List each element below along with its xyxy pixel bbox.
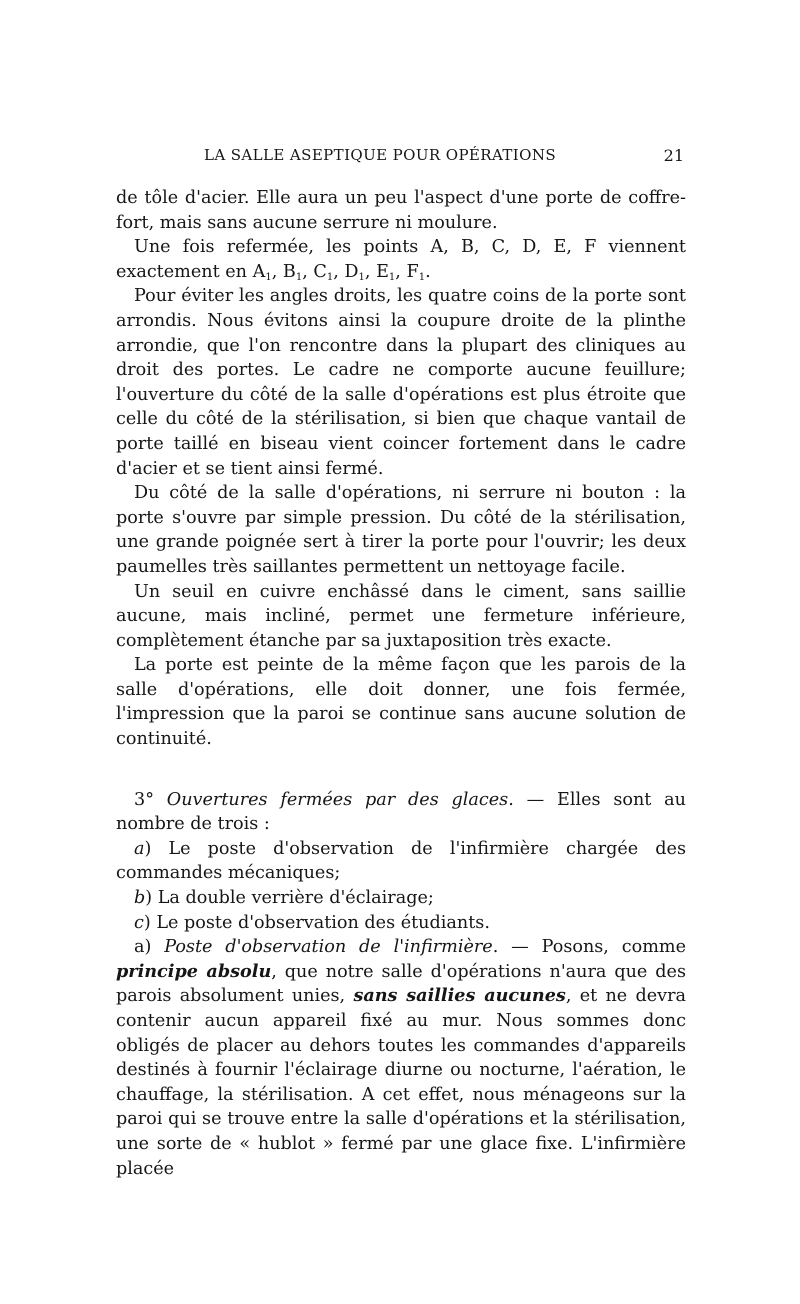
- paragraph-points: Une fois refermée, les points A, B, C, D, E, F viennent exactement en $A_1$, $B_1$, $C_1$, $D_1$, $E_1$, $F_1$.: [116, 237, 686, 283]
- page-number: 21: [663, 146, 684, 165]
- paragraph-continuation: de tôle d'acier. Elle aura un peu l'aspect d'une porte de coffre-fort, mais sans aucune serrure ni moulure.: [116, 188, 686, 233]
- point-e1: $E_1$: [376, 261, 396, 283]
- body-text: [116, 186, 686, 1181]
- running-title: LA SALLE ASEPTIQUE POUR OPÉRATIONS: [204, 146, 557, 164]
- point-f1: $F_1$: [406, 261, 426, 283]
- paragraph-corners: Pour éviter les angles droits, les quatre coins de la porte sont arrondis. Nous évitons ainsi la coupure droite de la plinthe arrondie, que l'on rencontre dans la plupart des cliniques au droit des portes. Le cadre ne comporte aucune feuillure; l'ouverture du côté de la salle d'opérations est plus étroite que celle du côté de la stérilisation, si bien que chaque vantail de porte taillé en biseau vient coincer fortement dans le cadre d'acier et se tient ainsi fermé.: [116, 286, 686, 479]
- point-c1: $C_1$: [313, 261, 334, 283]
- point-a1: $A_1$: [252, 261, 272, 283]
- subsection-title: Poste d'observation de l'infirmière: [164, 937, 493, 958]
- list-item-a: a) Le poste d'observation de l'infirmière chargée des commandes mécaniques;: [116, 838, 686, 884]
- list-item-b: b) La double verrière d'éclairage;: [134, 888, 434, 909]
- paragraph-operating-side: Du côté de la salle d'opérations, ni serrure ni bouton : la porte s'ouvre par simple pression. Du côté de la stérilisation, une grande poignée sert à tirer la porte pour l'ouvrir; les deux paumelles très saillantes permettent un nettoyage facile.: [116, 483, 686, 577]
- list-item-c: c) Le poste d'observation des étudiants.: [134, 912, 490, 933]
- emphasis-sans-saillies: sans saillies aucunes: [353, 985, 566, 1007]
- points-intro: Une fois refermée, les points A, B, C, D, E, F viennent exactement en: [116, 237, 686, 282]
- section-heading-glazed-openings: 3° Ouvertures fermées par des glaces. — Elles sont au nombre de trois :: [116, 789, 686, 835]
- point-d1: $D_1$: [344, 261, 365, 283]
- section-spacer: [116, 752, 686, 788]
- page-header: [116, 146, 686, 170]
- point-b1: $B_1$: [282, 261, 303, 283]
- paragraph-threshold: Un seuil en cuivre enchâssé dans le ciment, sans saillie aucune, mais incliné, permet une fermeture inférieure, complètement étanche par sa juxtaposition très exacte.: [116, 581, 686, 651]
- paragraph-nurse-post: a) Poste d'observation de l'infirmière. — Posons, comme principe absolu, que notre salle d'opérations n'aura que des parois absolument unies, sans saillies aucunes, et ne devra contenir aucun appareil fixé au mur. Nous sommes donc obligés de placer au dehors toutes les commandes d'appareils destinés à fournir l'éclairage diurne ou nocturne, l'aération, le chauffage, la stérilisation. A cet effet, nous ménageons sur la paroi qui se trouve entre la salle d'opérations et la stérilisation, une sorte de « hublot » fermé par une glace fixe. L'infirmière placée: [116, 937, 687, 1179]
- paragraph-paint: La porte est peinte de la même façon que les parois de la salle d'opérations, elle doit donner, une fois fermée, l'impression que la paroi se continue sans aucune solution de continuité.: [116, 655, 686, 750]
- emphasis-principe: principe absolu: [116, 960, 272, 982]
- section-title: Ouvertures fermées par des glaces: [166, 789, 509, 810]
